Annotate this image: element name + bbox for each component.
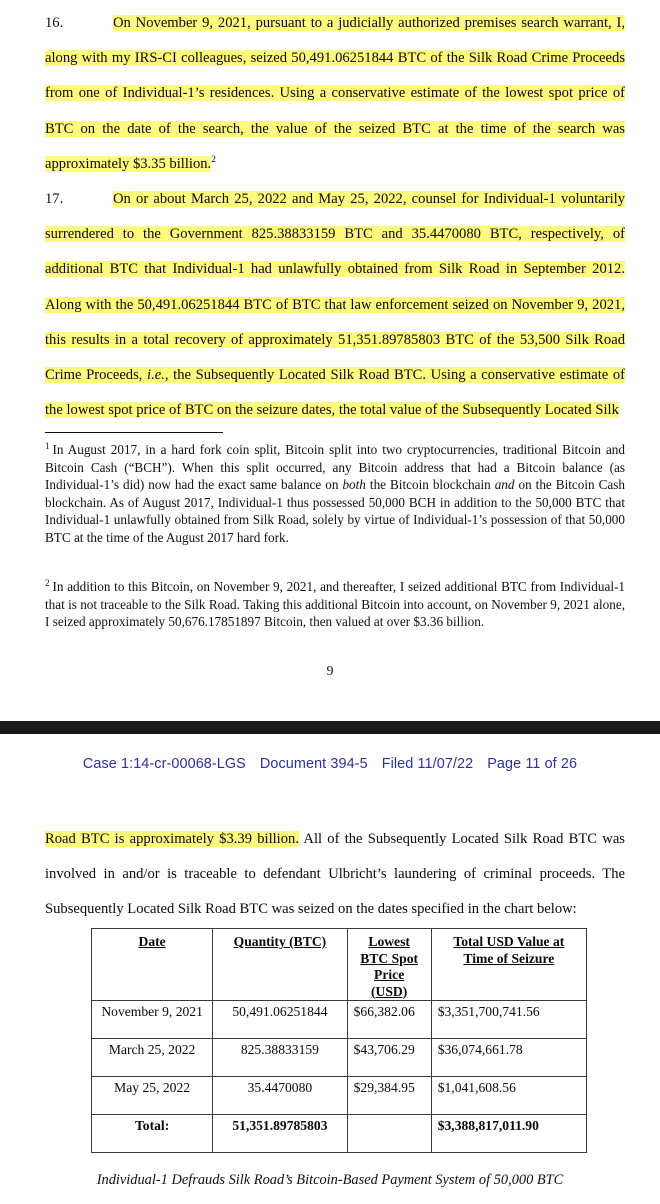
- cell-price: $43,706.29: [347, 1039, 431, 1077]
- ecf-document-number: Document 394-5: [259, 756, 368, 772]
- cell-quantity: 825.38833159: [213, 1039, 347, 1077]
- cell-total-quantity: 51,351.89785803: [213, 1115, 347, 1153]
- table-header-price-line3: Price: [374, 967, 405, 982]
- table-header-spot-price: [347, 929, 431, 1001]
- footnote-1-text-b: the Bitcoin blockchain: [365, 477, 495, 493]
- paragraph-16-number: 16.: [45, 15, 64, 31]
- table-header-row: [92, 929, 587, 1001]
- paragraph-17-text-part2: , the Subsequently Located Silk Road BTC. Using a conservative estimate of the lowest spot price of BTC on the seizure dates, the total value of the Subsequently Located Silk: [45, 367, 625, 419]
- footnote-separator-rule: [45, 432, 223, 433]
- ecf-page-range: Page 11 of 26: [487, 756, 578, 772]
- footnote-1-marker: 1: [45, 440, 50, 451]
- paragraph-17-cont-plain: All of the Subsequently Located Silk Road BTC was involved in and/or is traceable to defendant Ulbricht’s laundering of criminal proceeds. The Subsequently Located Silk Road BTC was seized on the dates specified in the chart below:: [45, 831, 625, 918]
- seizure-table: [91, 928, 587, 1153]
- footnote-1-text-c: on the Bitcoin Cash blockchain. As of August 2017, Individual-1 thus possessed 50,000 BCH in addition to the 50,000 BTC that Individual-1 unlawfully obtained from Silk Road, solely by virtue of Individual-1’s possession of that 50,000 BTC at the time of the August 2017 hard fork.: [45, 477, 625, 545]
- page-separator-band: [0, 721, 660, 734]
- page-number: 9: [326, 664, 334, 679]
- paragraph-17-continued: [45, 822, 625, 928]
- table-header-total-line2: Time of Seizure: [463, 950, 555, 966]
- paragraph-17-text-italic: i.e.: [147, 367, 165, 384]
- table-total-row: [92, 1115, 587, 1153]
- footnote-1-text-a: In August 2017, in a hard fork coin split, Bitcoin split into two cryptocurrencies, traditional Bitcoin and Bitcoin Cash (“BCH”). When this split occurred, any Bitcoin address that had a Bitcoin balance (as Individual-1’s did) now had the exact same balance on: [45, 442, 625, 493]
- paragraph-17-cont-highlight: Road BTC is approximately $3.39 billion.: [45, 831, 299, 847]
- table-header-quantity: [213, 929, 347, 1001]
- cell-date: November 9, 2021: [92, 1001, 213, 1039]
- table-header-total-line1: Total USD Value at: [453, 934, 565, 949]
- table-header-quantity-label: Quantity (BTC): [233, 934, 327, 949]
- cell-price: $29,384.95: [347, 1077, 431, 1115]
- footnote-2-marker: 2: [45, 577, 50, 588]
- cell-total: $36,074,661.78: [431, 1039, 586, 1077]
- paragraph-17: [45, 182, 625, 428]
- cell-price: $66,382.06: [347, 1001, 431, 1039]
- footnote-ref-2: 2: [211, 154, 216, 165]
- table-header-price-line4: (USD): [371, 983, 408, 999]
- footnote-2-text: In addition to this Bitcoin, on November 9, 2021, and thereafter, I seized additional BTC from Individual-1 that is not traceable to the Silk Road. Taking this additional Bitcoin into account, on November 9, 2021 alone, I seized approximately 50,676.17851897 Bitcoin, then valued at over $3.36 billion.: [45, 579, 625, 630]
- ecf-case-number: Case 1:14-cr-00068-LGS: [82, 756, 246, 772]
- cell-total-price: [347, 1115, 431, 1153]
- ecf-filed-date: Filed 11/07/22: [381, 756, 474, 772]
- table-header-total-usd: [431, 929, 586, 1001]
- footnote-1-italic-and: and: [494, 477, 515, 493]
- cell-total-usd: $3,388,817,011.90: [431, 1115, 586, 1153]
- footnote-1-italic-both: both: [342, 477, 366, 493]
- table-header-date: [92, 929, 213, 1001]
- cell-quantity: 35.4470080: [213, 1077, 347, 1115]
- cell-date: March 25, 2022: [92, 1039, 213, 1077]
- paragraph-16-text: On November 9, 2021, pursuant to a judicially authorized premises search warrant, I, along with my IRS-CI colleagues, seized 50,491.06251844 BTC of the Silk Road Crime Proceeds from one of Individual-1’s residences. Using a conservative estimate of the lowest spot price of BTC on the date of the search, the value of the seized BTC at the time of the search was approximately $3.35 billion.: [45, 15, 625, 172]
- cell-date: May 25, 2022: [92, 1077, 213, 1115]
- table-header-price-line2: BTC Spot: [360, 950, 419, 966]
- table-row: [92, 1077, 587, 1115]
- table-row: [92, 1001, 587, 1039]
- table-header-date-label: Date: [138, 934, 166, 949]
- footnote-2: [45, 578, 625, 631]
- paragraph-17-number: 17.: [45, 191, 64, 207]
- ecf-header-stamp: [0, 756, 660, 772]
- table-header-price-line1: Lowest: [368, 934, 410, 949]
- section-caption: Individual-1 Defrauds Silk Road’s Bitcoin-Based Payment System of 50,000 BTC: [96, 1172, 564, 1188]
- cell-total: $1,041,608.56: [431, 1077, 586, 1115]
- cell-total: $3,351,700,741.56: [431, 1001, 586, 1039]
- footnote-1: [45, 441, 625, 547]
- cell-quantity: 50,491.06251844: [213, 1001, 347, 1039]
- paragraph-17-text-part1: On or about March 25, 2022 and May 25, 2022, counsel for Individual-1 voluntarily surrendered to the Government 825.38833159 BTC and 35.4470080 BTC, respectively, of additional BTC that Individual-1 had unlawfully obtained from Silk Road in September 2012. Along with the 50,491.06251844 BTC of BTC that law enforcement seized on November 9, 2021, this results in a total recovery of approximately 51,351.89785803 BTC of the 53,500 Silk Road Crime Proceeds,: [45, 191, 625, 384]
- cell-total-label: Total:: [92, 1115, 213, 1153]
- table-row: [92, 1039, 587, 1077]
- paragraph-16: [45, 6, 625, 182]
